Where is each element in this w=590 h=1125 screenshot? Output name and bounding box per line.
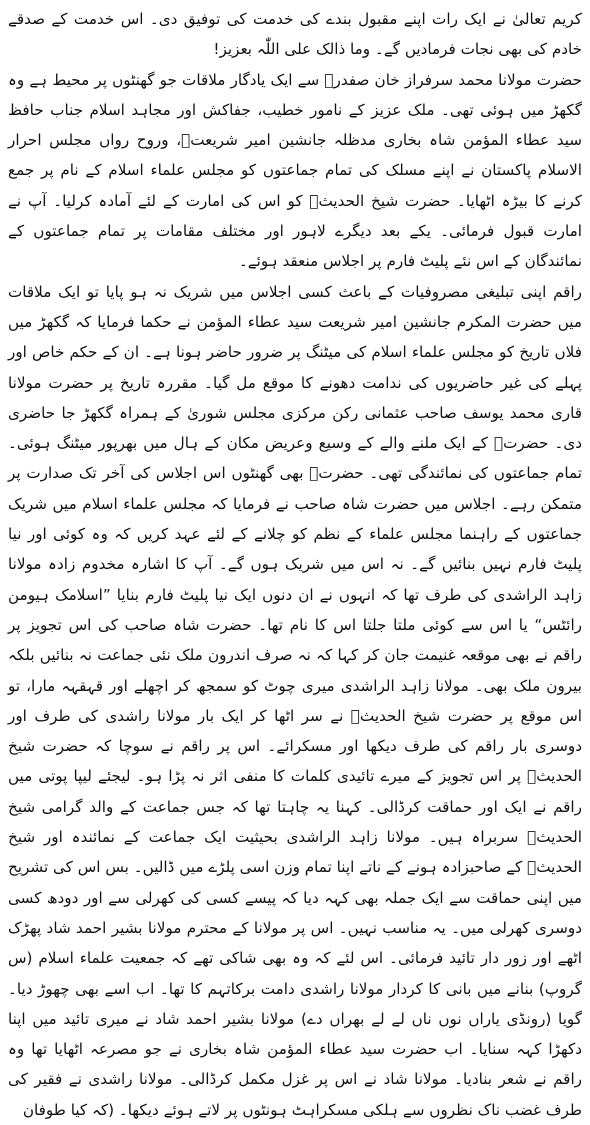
paragraph-intro: کریم تعالیٰ نے ایک رات اپنے مقبول بندے کی خدمت کی توفیق دی۔ اس خدمت کے صدقے خادم کی بھی نجات فرمادیں گے۔ وما ذالک علی اللّٰہ بعزیز! — [8, 10, 582, 59]
paragraph-meeting: حضرت مولانا محمد سرفراز خان صفدرؒ سے ایک یادگار ملاقات جو گھنٹوں پر محیط ہے وہ گکھڑ میں ہوئی تھی۔ ملک عزیز کے نامور خطیب، جفاکش اور مجاہد اسلام جناب حافظ سید عطاء المؤمن شاہ بخاری مدظلہ جانشین امیر شریعتؒ، وروح رواں مجلس احرار الاسلام پاکستان نے اپنے مسلک کی تمام جماعتوں کو مجلس علماء اسلام کے نام پر جمع کرنے کا بیڑہ اٹھایا۔ حضرت شیخ الحدیثؒ کو اس کی امارت کے لئے آمادہ کرلیا۔ آپ نے امارت قبول فرمائی۔ یکے بعد دیگرے لاہور اور مختلف مقامات پر تمام جماعتوں کے نمائندگان کے اس نئے پلیٹ فارم پر اجلاس منعقد ہوئے۔ — [8, 70, 582, 271]
paragraph-gakhar-session: راقم اپنی تبلیغی مصروفیات کے باعث کسی اجلاس میں شریک نہ ہو پایا تو ایک ملاقات میں حضرت المکرم جانشین امیر شریعت سید عطاء المؤمن نے حکما فرمایا کہ گکھڑ میں فلاں تاریخ کو مجلس علماء اسلام کی میٹنگ پر ضرور حاضر ہونا ہے۔ ان کے حکم خاص اور پہلے کی غیر حاضریوں کی ندامت دھونے کا موقع مل گیا۔ مقررہ تاریخ پر حضرت مولانا قاری محمد یوسف صاحب عثمانی رکن مرکزی مجلس شوریٰ کے ہمراہ گکھڑ جا حاضری دی۔ حضرتؒ کے ایک ملنے والے کے وسیع وعریض مکان کے ہال میں بھرپور میٹنگ ہوئی۔ تمام جماعتوں کی نمائندگی تھی۔ حضرتؒ بھی گھنٹوں اس اجلاس کی آخر تک صدارت پر متمکن رہے۔ اجلاس میں حضرت شاہ صاحب نے فرمایا کہ مجلس علماء اسلام میں شریک جماعتوں کے راہنما مجلس علماء کے نظم کو چلانے کے لئے عہد کریں کہ وہ کوئی اور نیا پلیٹ فارم نہیں بنائیں گے۔ نہ اس میں شریک ہوں گے۔ آپ کا اشارہ مخدوم زادہ مولانا زاہد الراشدی کی طرف تھا کہ انہوں نے ان دنوں ایک نیا پلیٹ فارم بنایا ”اسلامک ہیومن رائٹس“ یا اس سے کوئی ملتا جلتا اس کا نام تھا۔ حضرت شاہ صاحب کی اس تجویز پر راقم نے بھی موقعہ غنیمت جان کر کہا کہ نہ صرف اندرون ملک نئی جماعت نہ بنائیں بلکہ بیرون ملک بھی۔ مولانا زاہد الراشدی میری چوٹ کو سمجھ کر اچھلے اور قہقہہ مارا، تو اس موقع پر حضرت شیخ الحدیثؒ نے سر اٹھا کر ایک بار مولانا راشدی کی طرف اور دوسری بار راقم کی طرف دیکھا اور مسکرائے۔ اس پر راقم نے سوچا کہ حضرت شیخ الحدیثؒ پر اس تجویز کے میرے تائیدی کلمات کا منفی اثر نہ پڑا ہو۔ لیجئے لیپا پوتی میں راقم نے ایک اور حماقت کرڈالی۔ کہنا یہ چاہتا تھا کہ جس جماعت کے والد گرامی شیخ الحدیثؒ سربراہ ہیں۔ مولانا زاہد الراشدی بحیثیت ایک جماعت کے نمائندہ اور شیخ الحدیثؒ کے صاحبزادہ ہونے کے ناتے اپنا تمام وزن اسی پلڑے میں ڈالیں۔ بس اس کی تشریح میں اپنی حماقت سے ایک جملہ بھی کہہ دیا کہ پیسے کسی کی کھرلی سے اور دودھ کسی دوسری کھرلی میں۔ یہ مناسب نہیں۔ اس پر مولانا کے محترم مولانا بشیر احمد شاد پھڑک اٹھے اور زور دار تائید فرمائی۔ اس لئے کہ وہ بھی شاکی تھے کہ جمعیت علماء اسلام (س گروپ) بنانے میں بانی کا کردار مولانا راشدی دامت برکاتہم کا تھا۔ اب اسے بھی چھوڑ دیا۔ گویا (رونڈی یاراں نوں ناں لے لے بھراں دے) مولانا بشیر احمد شاد نے میری تائید میں اپنا دکھڑا کہہ سنایا۔ اب حضرت سید عطاء المؤمن شاہ بخاری نے جو مصرعہ اٹھایا تھا وہ راقم نے شعر بنادیا۔ مولانا شاد نے اس پر غزل مکمل کرڈالی۔ مولانا راشدی نے فقیر کی طرف غضب ناک نظروں سے ہلکی مسکراہٹ ہونٹوں پر لاتے ہوئے دیکھا۔ (کہ کیا طوفان — [8, 282, 582, 1119]
